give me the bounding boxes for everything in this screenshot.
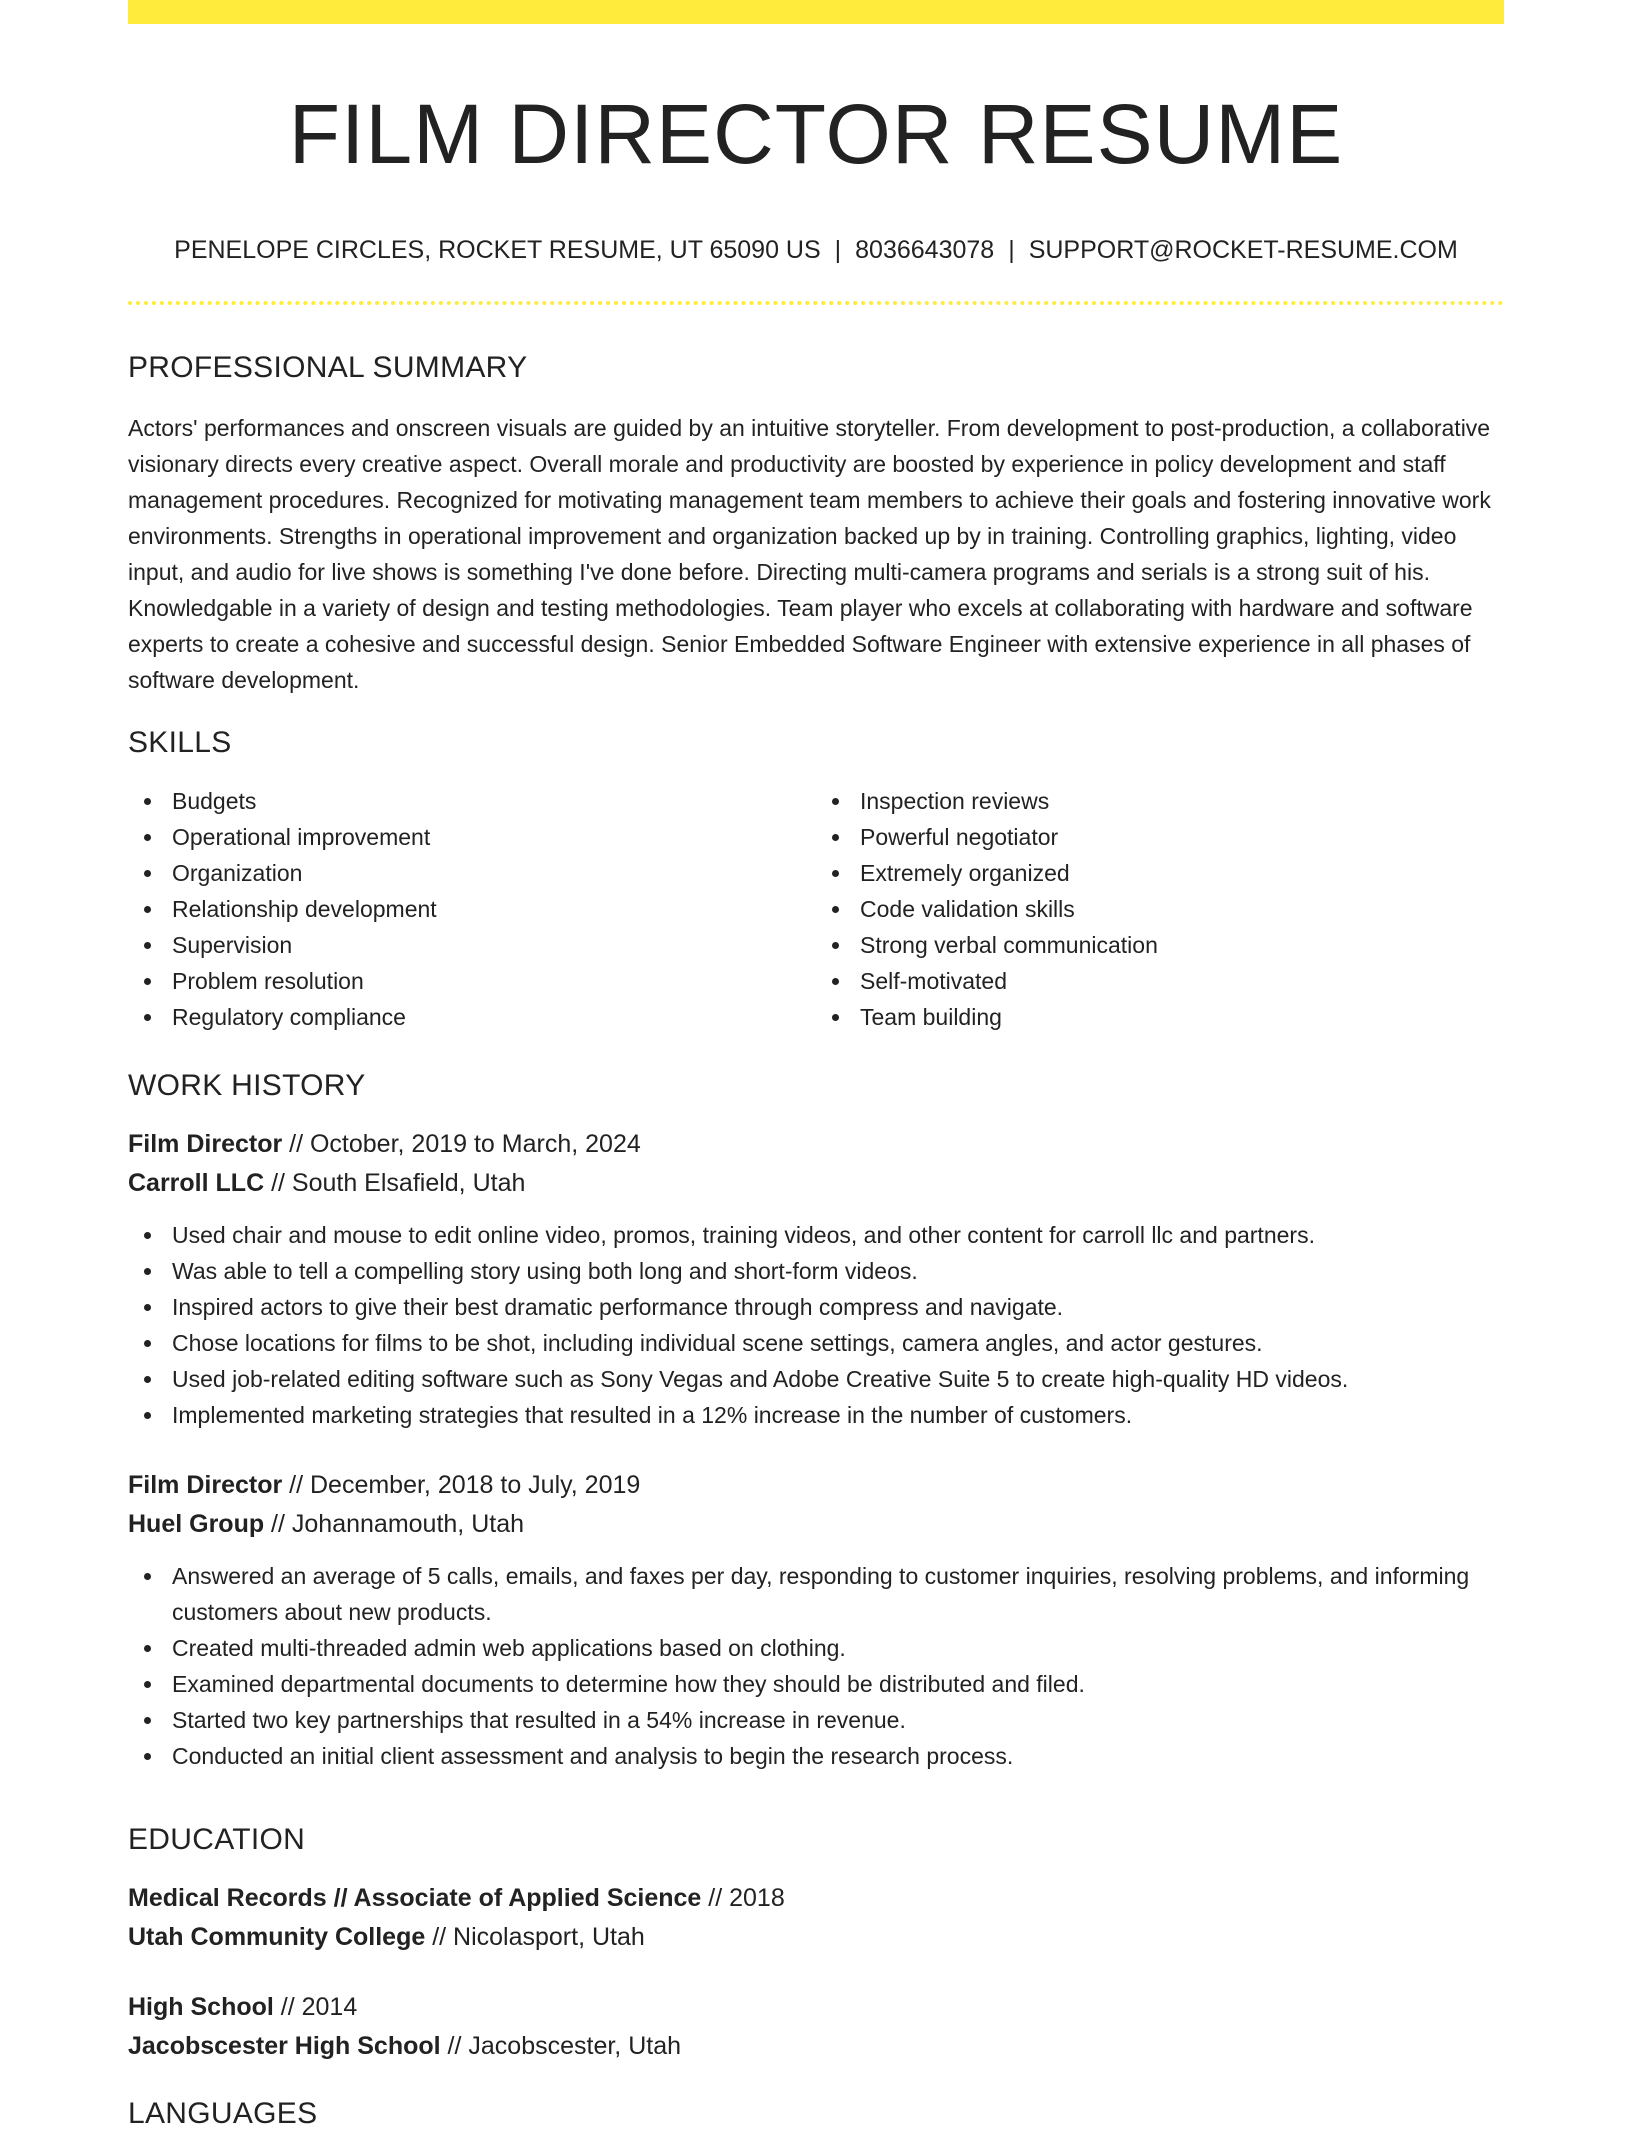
separator: | <box>834 235 842 264</box>
education-entry <box>128 1988 1504 2066</box>
job-title-line <box>128 1466 1504 1505</box>
skills-column-left <box>128 783 816 1035</box>
job-bullet: Started two key partnerships that resulted in a 54% increase in revenue. <box>128 1702 1504 1738</box>
education-section <box>128 1822 1504 2066</box>
school-location: // Jacobscester, Utah <box>440 2032 682 2060</box>
email: SUPPORT@ROCKET-RESUME.COM <box>1028 235 1458 264</box>
job-company-line <box>128 1164 1504 1203</box>
degree-line <box>128 1879 1504 1918</box>
skill-item: Organization <box>128 855 816 891</box>
page-title: FILM DIRECTOR RESUME <box>288 87 1344 181</box>
top-accent-bar <box>128 0 1504 24</box>
job-bullet: Implemented marketing strategies that resulted in a 12% increase in the number of customers. <box>128 1397 1504 1433</box>
skills-heading: SKILLS <box>128 726 232 759</box>
job-title-line <box>128 1125 1504 1164</box>
job-bullet: Inspired actors to give their best dramatic performance through compress and navigate. <box>128 1289 1504 1325</box>
skills-column-right <box>816 783 1504 1035</box>
job-title: Film Director <box>128 1130 283 1158</box>
job-dates: // October, 2019 to March, 2024 <box>282 1130 641 1158</box>
degree: Medical Records // Associate of Applied Science <box>128 1884 702 1912</box>
job-dates: // December, 2018 to July, 2019 <box>282 1471 641 1499</box>
contact-line <box>128 235 1504 265</box>
job-bullet: Chose locations for films to be shot, including individual scene settings, camera angles, and actor gestures. <box>128 1325 1504 1361</box>
job-location: // Johannamouth, Utah <box>264 1510 524 1538</box>
job-bullets <box>128 1558 1504 1774</box>
degree-year: // 2014 <box>273 1993 358 2021</box>
skill-item: Budgets <box>128 783 816 819</box>
degree-line <box>128 1988 1504 2027</box>
job-entry <box>128 1466 1504 1774</box>
skill-item: Extremely organized <box>816 855 1504 891</box>
job-company: Huel Group <box>128 1510 265 1538</box>
job-entry <box>128 1125 1504 1433</box>
skill-item: Problem resolution <box>128 963 816 999</box>
school-location: // Nicolasport, Utah <box>425 1923 645 1951</box>
summary-section <box>128 350 1504 698</box>
education-entry <box>128 1879 1504 1957</box>
job-company: Carroll LLC <box>128 1169 265 1197</box>
skills-section <box>128 725 1504 1035</box>
summary-heading: PROFESSIONAL SUMMARY <box>128 351 528 384</box>
address: PENELOPE CIRCLES, ROCKET RESUME, UT 65090 US <box>174 235 821 264</box>
skill-item: Inspection reviews <box>816 783 1504 819</box>
languages-section <box>128 2096 1504 2132</box>
skill-item: Powerful negotiator <box>816 819 1504 855</box>
job-company-line <box>128 1505 1504 1544</box>
dotted-divider <box>128 301 1504 305</box>
resume-page <box>128 0 1504 2130</box>
skill-item: Code validation skills <box>816 891 1504 927</box>
summary-text: Actors' performances and onscreen visuals are guided by an intuitive storyteller. From development to post-production, a collaborative visionary directs every creative aspect. Overall morale and productivity are boosted by experience in policy development and staff management procedures. Recognized for motivating management team members to achieve their goals and fostering innovative work environments. Strengths in operational improvement and organization backed up by in training. Controlling graphics, lighting, video input, and audio for live shows is something I've done before. Directing multi-camera programs and serials is a strong suit of his. Knowledgable in a variety of design and testing methodologies. Team player who excels at collaborating with hardware and software experts to create a cohesive and successful design. Senior Embedded Software Engineer with extensive experience in all phases of software development. <box>128 415 1491 693</box>
skill-item: Regulatory compliance <box>128 999 816 1035</box>
school-line <box>128 2027 1504 2066</box>
job-bullet: Was able to tell a compelling story using both long and short-form videos. <box>128 1253 1504 1289</box>
education-heading: EDUCATION <box>128 1823 306 1856</box>
school-line <box>128 1918 1504 1957</box>
skill-item: Team building <box>816 999 1504 1035</box>
job-bullet: Answered an average of 5 calls, emails, and faxes per day, responding to customer inquiries, resolving problems, and informing customers about new products. <box>128 1558 1504 1630</box>
work-history-heading: WORK HISTORY <box>128 1069 366 1102</box>
skill-item: Self-motivated <box>816 963 1504 999</box>
job-title: Film Director <box>128 1471 283 1499</box>
job-bullet: Used job-related editing software such as Sony Vegas and Adobe Creative Suite 5 to create high-quality HD videos. <box>128 1361 1504 1397</box>
job-bullets <box>128 1217 1504 1433</box>
job-location: // South Elsafield, Utah <box>264 1169 526 1197</box>
work-history-section <box>128 1068 1504 1774</box>
degree-year: // 2018 <box>701 1884 785 1912</box>
skill-item: Supervision <box>128 927 816 963</box>
job-bullet: Conducted an initial client assessment and analysis to begin the research process. <box>128 1738 1504 1774</box>
skill-item: Relationship development <box>128 891 816 927</box>
languages-heading: LANGUAGES <box>128 2097 318 2130</box>
skill-item: Strong verbal communication <box>816 927 1504 963</box>
job-bullet: Created multi-threaded admin web applications based on clothing. <box>128 1630 1504 1666</box>
job-bullet: Used chair and mouse to edit online video, promos, training videos, and other content for carroll llc and partners. <box>128 1217 1504 1253</box>
school: Jacobscester High School <box>128 2032 441 2060</box>
skills-list <box>128 783 1504 1035</box>
separator: | <box>1008 235 1015 264</box>
degree: High School <box>128 1993 274 2021</box>
skill-item: Operational improvement <box>128 819 816 855</box>
phone: 8036643078 <box>855 235 995 264</box>
job-bullet: Examined departmental documents to determine how they should be distributed and filed. <box>128 1666 1504 1702</box>
school: Utah Community College <box>128 1923 426 1951</box>
